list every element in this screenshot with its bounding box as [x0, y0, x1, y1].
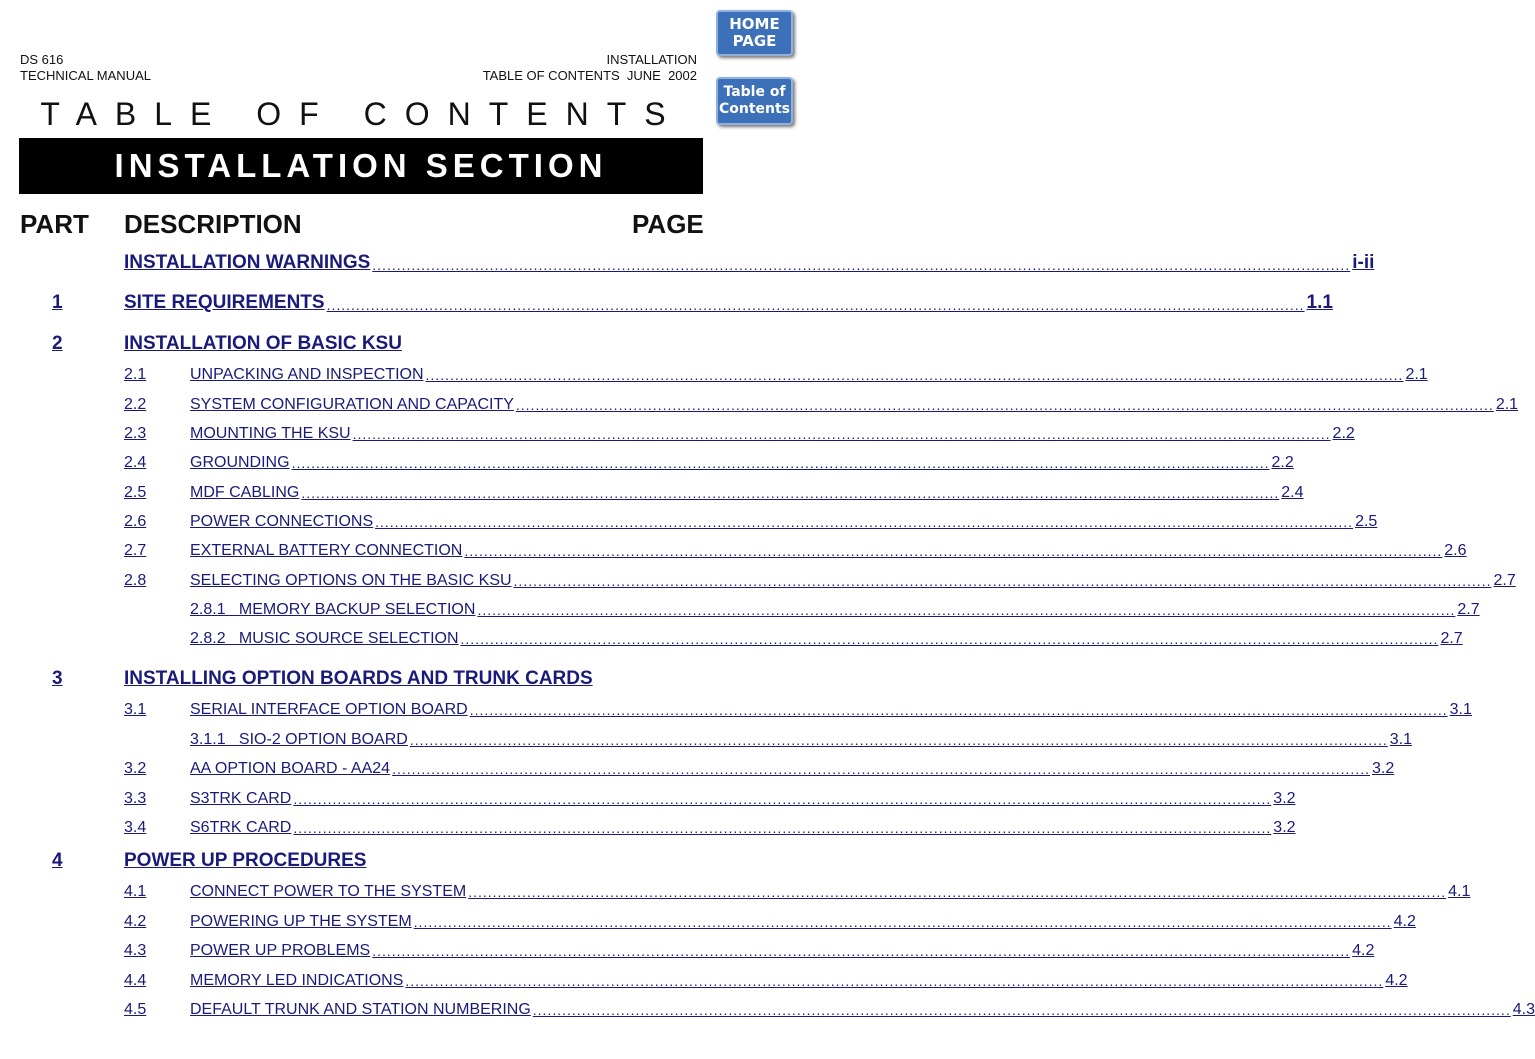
toc-entry-link[interactable]: SELECTING OPTIONS ON THE BASIC KSU	[190, 572, 512, 589]
toc-entry-body	[190, 731, 1413, 749]
toc-entry	[0, 883, 1471, 907]
dot-leader: ........................................................................................................................................................................................................	[532, 1002, 1511, 1018]
toc-entry-body	[190, 701, 1472, 719]
toc-entry-link[interactable]: EXTERNAL BATTERY CONNECTION	[190, 542, 463, 559]
toc-entry-page[interactable]: 2.7	[1493, 572, 1516, 589]
toc-entry-link[interactable]: SITE REQUIREMENTS	[124, 292, 325, 313]
toc-entry-body	[190, 454, 1294, 472]
toc-entry	[0, 972, 1408, 996]
toc-entry-body	[124, 850, 702, 872]
dot-leader: ........................................................................................................................................................................................................	[372, 943, 1351, 959]
toc-entry-number[interactable]: 2.8	[124, 572, 147, 589]
page-title: TABLE OF CONTENTS	[40, 96, 684, 132]
toc-entry-body	[124, 252, 1375, 274]
toc-entry-page[interactable]: 4.1	[1448, 883, 1471, 900]
toc-entry-link[interactable]: 2.8.1 MEMORY BACKUP SELECTION	[190, 601, 476, 618]
toc-entry	[0, 572, 1516, 596]
toc-entry-number[interactable]: 4.3	[124, 942, 147, 959]
toc-entry-link[interactable]: DEFAULT TRUNK AND STATION NUMBERING	[190, 1001, 531, 1018]
toc-entry	[0, 668, 808, 692]
section-date: TABLE OF CONTENTS JUNE 2002	[482, 68, 697, 83]
toc-entry-link[interactable]: POWER UP PROCEDURES	[124, 850, 367, 871]
dot-leader: ........................................................................................................................................................................................................	[460, 631, 1439, 647]
toc-entry	[0, 850, 808, 874]
toc-entry-link[interactable]: CONNECT POWER TO THE SYSTEM	[190, 883, 467, 900]
dot-leader: ........................................................................................................................................................................................................	[413, 914, 1392, 930]
column-header-description: DESCRIPTION	[124, 209, 302, 239]
toc-entry-body	[190, 1001, 1535, 1019]
toc-entry-body	[190, 396, 1519, 414]
header-right	[420, 52, 697, 84]
toc-entry-page[interactable]: 3.1	[1449, 701, 1472, 718]
dot-leader: ........................................................................................................................................................................................................	[477, 602, 1456, 618]
header-left	[20, 52, 151, 84]
toc-entry	[0, 913, 1416, 937]
toc-entry-body	[190, 425, 1355, 443]
toc-entry-body	[190, 972, 1408, 990]
toc-entry-number[interactable]: 3.4	[124, 819, 147, 836]
toc-entry-page[interactable]: 4.2	[1393, 913, 1416, 930]
column-header-page: PAGE	[632, 209, 704, 239]
toc-entry	[0, 366, 1428, 390]
toc-entry	[0, 790, 1296, 814]
toc-entry	[0, 630, 1463, 654]
toc-entry-body	[190, 601, 1480, 619]
dot-leader: ........................................................................................................................................................................................................	[409, 732, 1388, 748]
toc-entry-link[interactable]: MOUNTING THE KSU	[190, 425, 351, 442]
dot-leader: ........................................................................................................................................................................................................	[392, 761, 1370, 777]
toc-entry-link[interactable]: UNPACKING AND INSPECTION	[190, 366, 424, 383]
toc-entry-page[interactable]: 2.6	[1444, 542, 1467, 559]
toc-entry-page[interactable]: 2.1	[1405, 366, 1428, 383]
table-of-contents-button[interactable]	[716, 77, 793, 125]
toc-entry-link[interactable]: INSTALLING OPTION BOARDS AND TRUNK CARDS	[124, 668, 593, 689]
toc-entry	[0, 252, 1375, 276]
toc-entry-body	[124, 292, 1333, 314]
toc-entry-link[interactable]: SYSTEM CONFIGURATION AND CAPACITY	[190, 396, 514, 413]
toc-entry-page[interactable]: 2.2	[1271, 454, 1294, 471]
toc-entry-page[interactable]: 3.2	[1372, 760, 1395, 777]
toc-entry-number[interactable]: 4.5	[124, 1001, 147, 1018]
toc-entry-body	[190, 513, 1378, 531]
toc-entry-body	[190, 572, 1516, 590]
section-banner: INSTALLATION SECTION	[19, 138, 703, 194]
toc-entry-page[interactable]: 3.2	[1273, 819, 1296, 836]
toc-entry-body	[190, 819, 1296, 837]
toc-entry-number[interactable]: 2.4	[124, 454, 147, 471]
dot-leader: ........................................................................................................................................................................................................	[352, 426, 1331, 442]
toc-entry	[0, 701, 1472, 725]
dot-leader: ........................................................................................................................................................................................................	[326, 297, 1305, 313]
toc-entry-page[interactable]: 2.7	[1457, 601, 1480, 618]
toc-entry	[0, 601, 1480, 625]
toc-entry-number[interactable]: 2.2	[124, 396, 147, 413]
toc-entry-page[interactable]: 4.3	[1512, 1001, 1535, 1018]
toc-entry-link[interactable]: POWER CONNECTIONS	[190, 513, 374, 530]
dot-leader: ........................................................................................................................................................................................................	[425, 367, 1404, 383]
toc-entry-body	[190, 942, 1375, 960]
home-button-line2: PAGE	[732, 32, 777, 50]
toc-entry-body	[190, 760, 1395, 778]
toc-entry-number[interactable]: 4.2	[124, 913, 147, 930]
toc-entry-link[interactable]: SERIAL INTERFACE OPTION BOARD	[190, 701, 468, 718]
dot-leader: ........................................................................................................................................................................................................	[301, 485, 1280, 501]
toc-entry-link[interactable]: MEMORY LED INDICATIONS	[190, 972, 404, 989]
toc-button-line1: Table of	[723, 84, 786, 100]
toc-entry-number[interactable]: 2.7	[124, 542, 147, 559]
toc-entry-link[interactable]: MDF CABLING	[190, 484, 300, 501]
toc-entry-body	[190, 913, 1416, 931]
dot-leader: ........................................................................................................................................................................................................	[468, 884, 1447, 900]
home-button-line1: HOME	[729, 15, 780, 33]
toc-entry-body	[190, 790, 1296, 808]
manual-type: TECHNICAL MANUAL	[20, 68, 151, 83]
toc-entry-link[interactable]: AA OPTION BOARD - AA24	[190, 760, 391, 777]
toc-entry-body	[190, 484, 1304, 502]
toc-entry-body	[124, 668, 702, 690]
toc-entry-page[interactable]: i-ii	[1352, 252, 1375, 273]
toc-entry-link[interactable]: S3TRK CARD	[190, 790, 292, 807]
toc-entry-link[interactable]: S6TRK CARD	[190, 819, 292, 836]
toc-entry-page[interactable]: 4.2	[1352, 942, 1375, 959]
toc-entry	[0, 819, 1296, 843]
toc-entry-link[interactable]: 2.8.2 MUSIC SOURCE SELECTION	[190, 630, 459, 647]
toc-entry-page[interactable]: 2.1	[1495, 396, 1519, 413]
doc-id: DS 616	[20, 52, 64, 67]
toc-entry	[0, 760, 1395, 784]
toc-entry-page[interactable]: 2.4	[1281, 484, 1304, 501]
toc-entry-number[interactable]: 4.1	[124, 883, 147, 900]
toc-entry-number[interactable]: 2.5	[124, 484, 147, 501]
dot-leader: ........................................................................................................................................................................................................	[293, 820, 1272, 836]
toc-entry-page[interactable]: 2.7	[1440, 630, 1463, 647]
toc-entry-number[interactable]: 2	[52, 333, 63, 354]
toc-entry-link[interactable]: POWER UP PROBLEMS	[190, 942, 371, 959]
toc-entry-number[interactable]: 3.1	[124, 701, 147, 718]
toc-entry-page[interactable]: 2.2	[1332, 425, 1355, 442]
toc-entry-body	[124, 333, 702, 355]
toc-entry	[0, 1001, 1535, 1025]
toc-entry-body	[190, 630, 1463, 648]
dot-leader: ........................................................................................................................................................................................................	[375, 514, 1354, 530]
dot-leader: ........................................................................................................................................................................................................	[372, 257, 1351, 273]
toc-entry-number[interactable]: 1	[52, 292, 63, 313]
toc-entry	[0, 333, 808, 357]
toc-entry-page[interactable]: 1.1	[1306, 292, 1333, 313]
toc-entry-link[interactable]: INSTALLATION OF BASIC KSU	[124, 333, 402, 354]
toc-entry-number[interactable]: 2.3	[124, 425, 147, 442]
toc-entry-page[interactable]: 2.5	[1355, 513, 1378, 530]
dot-leader: ........................................................................................................................................................................................................	[293, 791, 1272, 807]
toc-entry	[0, 292, 1333, 316]
toc-entry-page[interactable]: 3.2	[1273, 790, 1296, 807]
toc-entry-link[interactable]: INSTALLATION WARNINGS	[124, 252, 371, 273]
toc-entry	[0, 396, 1519, 420]
toc-entry-number[interactable]: 3.2	[124, 760, 147, 777]
toc-entry-number[interactable]: 3.3	[124, 790, 147, 807]
dot-leader: ........................................................................................................................................................................................................	[513, 573, 1492, 589]
dot-leader: ........................................................................................................................................................................................................	[515, 397, 1494, 413]
toc-entry	[0, 731, 1413, 755]
home-page-button[interactable]	[716, 10, 793, 56]
toc-entry-number[interactable]: 2.1	[124, 366, 147, 383]
toc-entry-page[interactable]: 3.1	[1389, 731, 1413, 748]
toc-entry-link[interactable]: GROUNDING	[190, 454, 290, 471]
toc-entry	[0, 513, 1378, 537]
toc-entry-number[interactable]: 4	[52, 850, 63, 871]
toc-entry	[0, 425, 1355, 449]
toc-entry-page[interactable]: 4.2	[1385, 972, 1408, 989]
toc-entry-body	[190, 366, 1428, 384]
toc-entry	[0, 454, 1294, 478]
section-name: INSTALLATION	[606, 52, 697, 67]
toc-entry-link[interactable]: 3.1.1 SIO-2 OPTION BOARD	[190, 731, 408, 748]
toc-entry-number[interactable]: 3	[52, 668, 63, 689]
toc-entry	[0, 542, 1467, 566]
dot-leader: ........................................................................................................................................................................................................	[291, 455, 1270, 471]
dot-leader: ........................................................................................................................................................................................................	[469, 702, 1448, 718]
toc-button-line2: Contents	[718, 101, 791, 117]
toc-entry-body	[190, 542, 1467, 560]
dot-leader: ........................................................................................................................................................................................................	[405, 973, 1384, 989]
toc-entry	[0, 484, 1304, 508]
dot-leader: ........................................................................................................................................................................................................	[464, 543, 1443, 559]
toc-entry	[0, 942, 1375, 966]
toc-entry-number[interactable]: 4.4	[124, 972, 147, 989]
toc-entry-body	[190, 883, 1471, 901]
toc-entry-number[interactable]: 2.6	[124, 513, 147, 530]
toc-entry-link[interactable]: POWERING UP THE SYSTEM	[190, 913, 412, 930]
column-header-part: PART	[20, 209, 89, 239]
